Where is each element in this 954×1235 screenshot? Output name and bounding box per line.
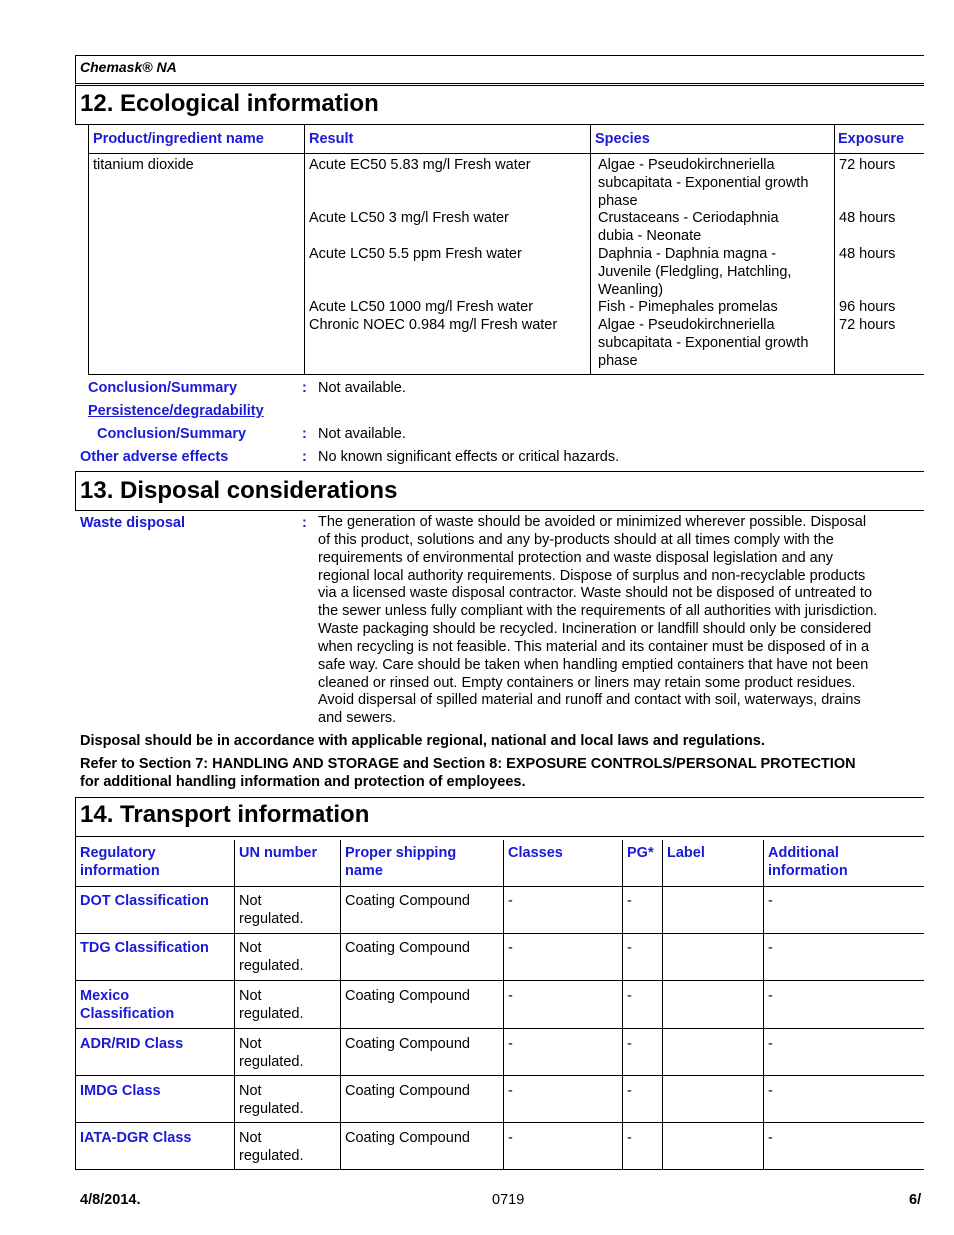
eco-result: Acute EC50 5.83 mg/l Fresh water bbox=[309, 157, 531, 173]
transport-row-classes: - bbox=[508, 1036, 513, 1052]
refer-note: Refer to Section 7: HANDLING AND STORAGE and Section 8: EXPOSURE CONTROLS/PERSONAL PROTECTION for additional handling information and protection of employees. bbox=[80, 756, 856, 790]
transport-header-un: UN number bbox=[239, 845, 318, 861]
transport-row-shipping: Coating Compound bbox=[345, 1036, 470, 1052]
eco-ingredient: titanium dioxide bbox=[93, 157, 194, 173]
transport-row-name: IMDG Class bbox=[80, 1083, 161, 1099]
eco-exposure: 72 hours bbox=[839, 157, 896, 173]
transport-row-un: Not regulated. bbox=[239, 1083, 304, 1117]
transport-row-un: Not regulated. bbox=[239, 1130, 304, 1164]
eco-exposure: 72 hours bbox=[839, 317, 896, 333]
transport-row-name: ADR/RID Class bbox=[80, 1036, 184, 1052]
transport-row-shipping: Coating Compound bbox=[345, 1083, 470, 1099]
transport-row-pg: - bbox=[627, 940, 632, 956]
transport-header-pg: PG* bbox=[627, 845, 654, 861]
eco-result: Acute LC50 1000 mg/l Fresh water bbox=[309, 299, 534, 315]
transport-row-additional: - bbox=[768, 940, 773, 956]
section-14-title: 14. Transport information bbox=[80, 801, 370, 828]
eco-species: Crustaceans - Ceriodaphnia dubia - Neonate bbox=[598, 210, 779, 244]
footer-code: 0719 bbox=[492, 1192, 525, 1208]
eco-header-product: Product/ingredient name bbox=[93, 131, 264, 147]
eco-header-exposure: Exposure bbox=[838, 131, 905, 147]
transport-row-classes: - bbox=[508, 940, 513, 956]
transport-row-additional: - bbox=[768, 1083, 773, 1099]
transport-row-shipping: Coating Compound bbox=[345, 940, 470, 956]
footer-page: 6/ bbox=[909, 1192, 922, 1208]
transport-row-shipping: Coating Compound bbox=[345, 988, 470, 1004]
colon: : bbox=[302, 449, 307, 465]
other-effects-value: No known significant effects or critical hazards. bbox=[318, 449, 620, 465]
transport-row-un: Not regulated. bbox=[239, 1036, 304, 1070]
eco-result: Acute LC50 3 mg/l Fresh water bbox=[309, 210, 509, 226]
eco-header-species: Species bbox=[595, 131, 650, 147]
transport-row-un: Not regulated. bbox=[239, 893, 304, 927]
disposal-note: Disposal should be in accordance with applicable regional, national and local laws and regulations. bbox=[80, 733, 765, 749]
transport-row-name: Mexico Classification bbox=[80, 988, 175, 1022]
waste-disposal-text: The generation of waste should be avoided or minimized wherever possible. Disposal of this product, solutions and any by-products should at all times comply with the requirements of environmental protection and waste disposal legislation and any regional local authority requirements. Dispose of surplus and non-recyclable products via a licensed waste disposal contractor. Waste should not be disposed of untreated to the sewer unless fully compliant with the requirements of all authorities with jurisdiction. Waste packaging should be recycled. Incineration or landfill should only be considered when recycling is not feasible. This material and its container must be disposed of in a safe way. Care should be taken when handling emptied containers that have not been cleaned or rinsed out. Empty containers or liners may retain some product residues. Avoid dispersal of spilled material and runoff and contact with soil, waterways, drains and sewers. bbox=[318, 514, 878, 727]
footer-date: 4/8/2014. bbox=[80, 1192, 141, 1208]
transport-row-pg: - bbox=[627, 893, 632, 909]
transport-row-shipping: Coating Compound bbox=[345, 893, 470, 909]
conclusion-label: Conclusion/Summary bbox=[88, 380, 238, 396]
transport-row-name: DOT Classification bbox=[80, 893, 209, 909]
other-effects-label: Other adverse effects bbox=[80, 449, 229, 465]
transport-row-additional: - bbox=[768, 1130, 773, 1146]
colon: : bbox=[302, 426, 307, 442]
transport-row-additional: - bbox=[768, 1036, 773, 1052]
eco-header-result: Result bbox=[309, 131, 354, 147]
eco-exposure: 48 hours bbox=[839, 246, 896, 262]
eco-species: Daphnia - Daphnia magna - Juvenile (Fledgling, Hatchling, Weanling) bbox=[598, 246, 792, 298]
transport-header-shipping: Proper shipping name bbox=[345, 845, 457, 879]
transport-row-pg: - bbox=[627, 988, 632, 1004]
transport-row-un: Not regulated. bbox=[239, 988, 304, 1022]
transport-row-name: TDG Classification bbox=[80, 940, 209, 956]
transport-row-classes: - bbox=[508, 893, 513, 909]
transport-row-pg: - bbox=[627, 1036, 632, 1052]
transport-row-shipping: Coating Compound bbox=[345, 1130, 470, 1146]
waste-disposal-label: Waste disposal bbox=[80, 515, 186, 531]
persistence-label: Persistence/degradability bbox=[88, 403, 264, 419]
product-name: Chemask® NA bbox=[80, 59, 177, 75]
transport-header-additional: Additional information bbox=[768, 845, 848, 879]
section-13-title: 13. Disposal considerations bbox=[80, 477, 398, 504]
eco-species: Algae - Pseudokirchneriella subcapitata - Exponential growth phase bbox=[598, 317, 809, 369]
transport-row-additional: - bbox=[768, 893, 773, 909]
transport-row-pg: - bbox=[627, 1083, 632, 1099]
eco-result: Acute LC50 5.5 ppm Fresh water bbox=[309, 246, 522, 262]
transport-header-classes: Classes bbox=[508, 845, 563, 861]
eco-exposure: 48 hours bbox=[839, 210, 896, 226]
transport-header-regulatory: Regulatory information bbox=[80, 845, 160, 879]
eco-species: Algae - Pseudokirchneriella subcapitata - Exponential growth phase bbox=[598, 157, 809, 209]
transport-row-un: Not regulated. bbox=[239, 940, 304, 974]
persistence-conclusion-label: Conclusion/Summary bbox=[97, 426, 247, 442]
colon: : bbox=[302, 380, 307, 396]
transport-row-name: IATA-DGR Class bbox=[80, 1130, 192, 1146]
eco-exposure: 96 hours bbox=[839, 299, 896, 315]
transport-row-classes: - bbox=[508, 988, 513, 1004]
transport-row-classes: - bbox=[508, 1130, 513, 1146]
transport-row-pg: - bbox=[627, 1130, 632, 1146]
section-12-title: 12. Ecological information bbox=[80, 90, 379, 117]
transport-row-additional: - bbox=[768, 988, 773, 1004]
eco-species: Fish - Pimephales promelas bbox=[598, 299, 778, 315]
colon: : bbox=[302, 515, 307, 531]
transport-row-classes: - bbox=[508, 1083, 513, 1099]
eco-result: Chronic NOEC 0.984 mg/l Fresh water bbox=[309, 317, 558, 333]
conclusion-value: Not available. bbox=[318, 380, 406, 396]
persistence-conclusion-value: Not available. bbox=[318, 426, 406, 442]
transport-header-label: Label bbox=[667, 845, 705, 861]
